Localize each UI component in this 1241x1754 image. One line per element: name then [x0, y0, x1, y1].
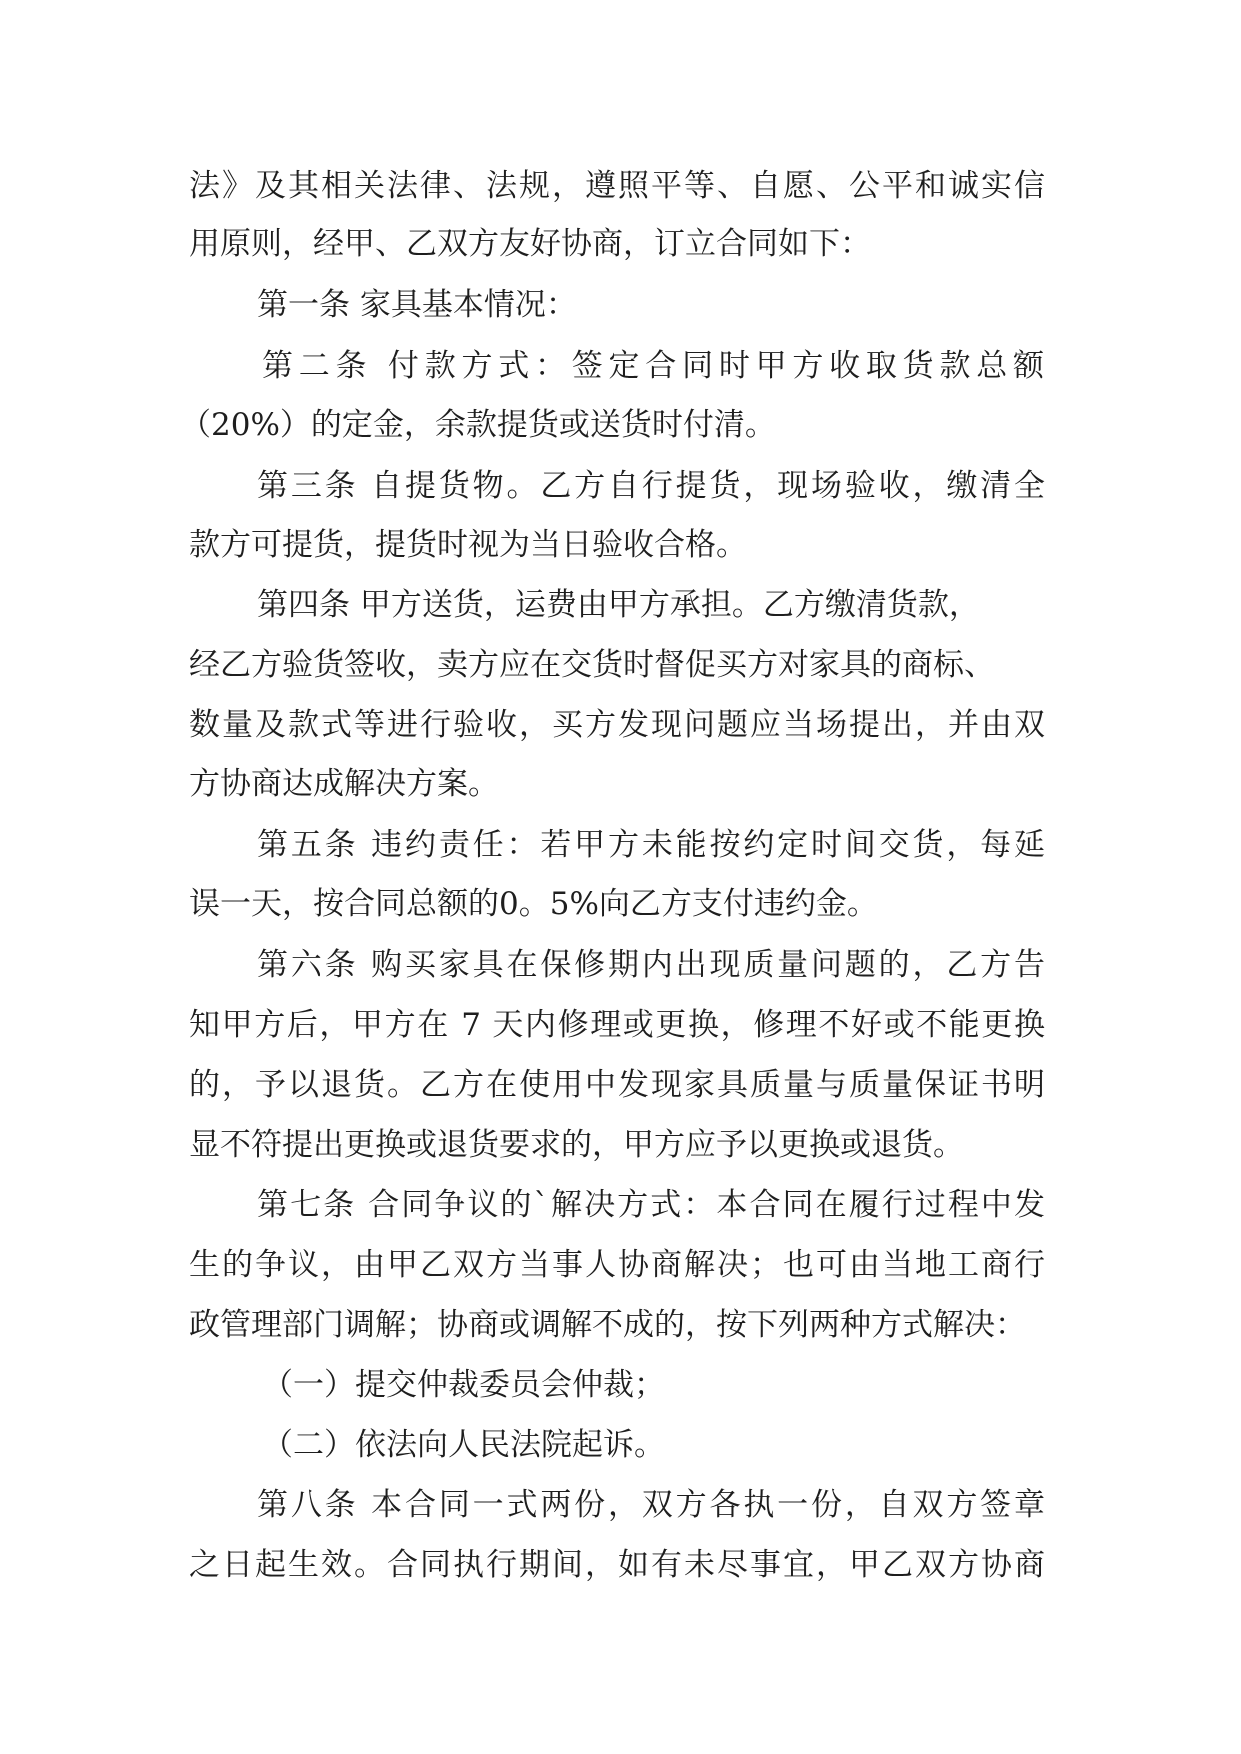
article-3-line: 第三条 自提货物。乙方自行提货，现场验收，缴清全 [257, 468, 1045, 504]
list-item: （二）依法向人民法院起诉。 [262, 1427, 665, 1463]
article-8-line: 第八条 本合同一式两份，双方各执一份，自双方签章 [257, 1487, 1045, 1523]
text-line: 款方可提货，提货时视为当日验收合格。 [189, 527, 747, 563]
text-line: 法》及其相关法律、法规，遵照平等、自愿、公平和诚实信 [189, 168, 1045, 204]
text-line: 数量及款式等进行验收，买方发现问题应当场提出，并由双 [189, 707, 1045, 743]
text-line: 误一天，按合同总额的0。5%向乙方支付违约金。 [189, 886, 878, 922]
article-5-line: 第五条 违约责任：若甲方未能按约定时间交货，每延 [257, 827, 1045, 863]
text-line: 之日起生效。合同执行期间，如有未尽事宜，甲乙双方协商 [189, 1547, 1045, 1583]
text-line: 显不符提出更换或退货要求的，甲方应予以更换或退货。 [189, 1127, 964, 1163]
text-line: 经乙方验货签收，卖方应在交货时督促买方对家具的商标、 [189, 647, 995, 683]
list-item: （一）提交仲裁委员会仲裁； [262, 1367, 665, 1403]
text-line: 生的争议，由甲乙双方当事人协商解决；也可由当地工商行 [189, 1247, 1045, 1283]
text-line: （20%）的定金，余款提货或送货时付清。 [180, 407, 776, 443]
article-7-line: 第七条 合同争议的`解决方式：本合同在履行过程中发 [257, 1187, 1045, 1223]
text-line: 方协商达成解决方案。 [189, 766, 499, 802]
article-2-line: 第二条 付款方式：签定合同时甲方收取货款总额 [262, 348, 1044, 384]
article-6-line: 第六条 购买家具在保修期内出现质量问题的，乙方告 [257, 947, 1045, 983]
article-4-line: 第四条 甲方送货，运费由甲方承担。乙方缴清货款， [257, 587, 980, 623]
article-1-heading: 第一条 家具基本情况： [257, 287, 577, 323]
text-line: 知甲方后，甲方在 7 天内修理或更换，修理不好或不能更换 [189, 1007, 1045, 1043]
text-line: 的，予以退货。乙方在使用中发现家具质量与质量保证书明 [189, 1067, 1045, 1103]
text-line: 政管理部门调解；协商或调解不成的，按下列两种方式解决： [189, 1307, 1026, 1343]
text-line: 用原则，经甲、乙双方友好协商，订立合同如下： [189, 226, 871, 262]
